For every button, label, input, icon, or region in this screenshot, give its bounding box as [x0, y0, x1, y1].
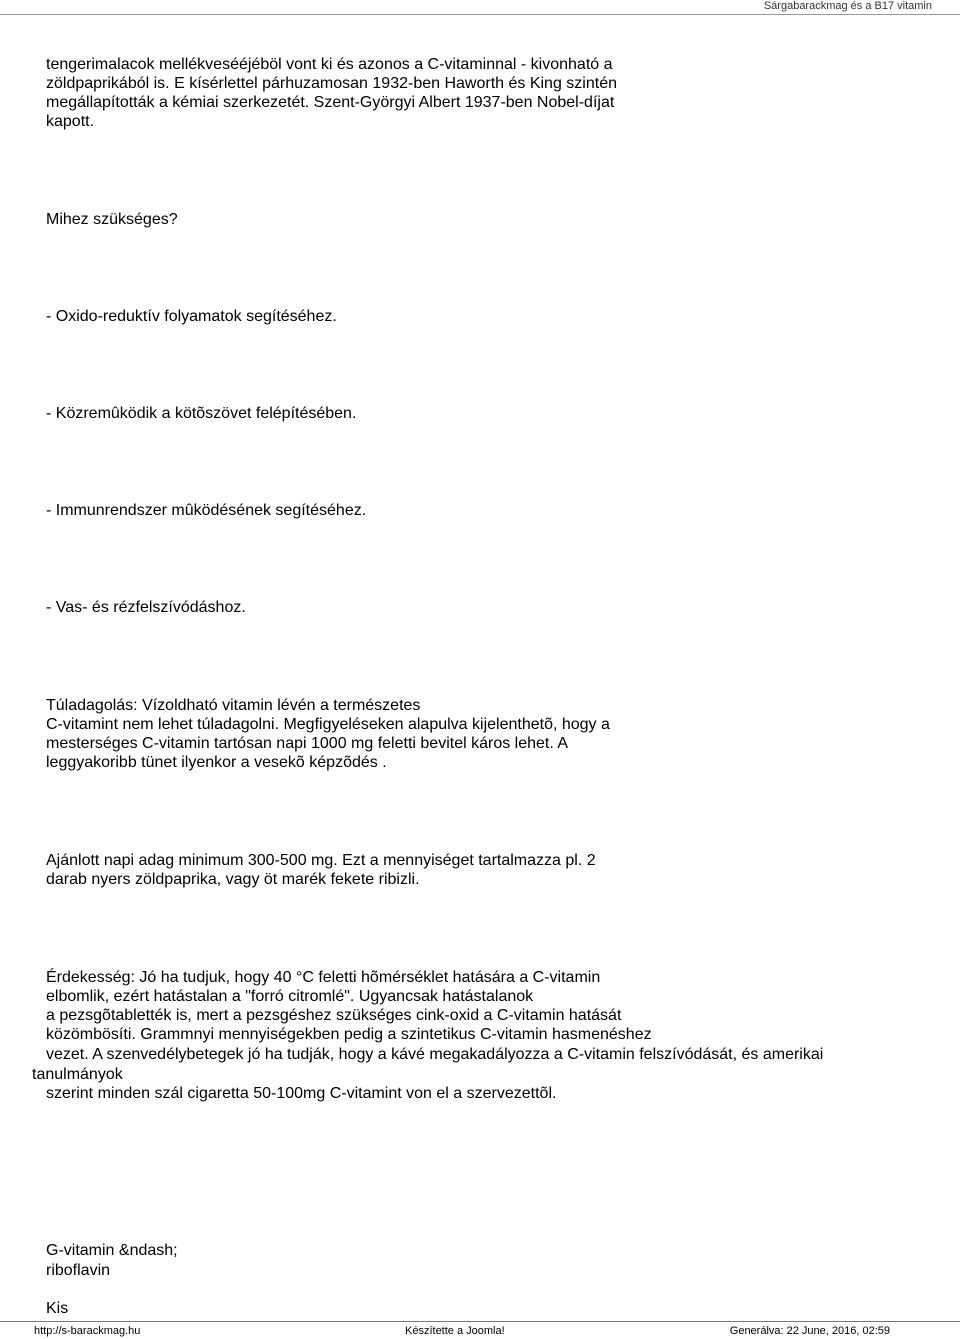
needs-item: - Közremûködik a kötõszövet felépítésében.: [46, 405, 357, 422]
gvitamin-line: riboflavin: [46, 1262, 111, 1279]
interest-line: szerint minden szál cigaretta 50-100mg C-vitamint von el a szervezettõl.: [46, 1085, 557, 1102]
overdose-line: Túladagolás: Vízoldható vitamin lévén a természetes: [46, 697, 421, 714]
interest-line: a pezsgõtablették is, mert a pezsgéshez szükséges cink-oxid a C-vitamin hatását: [46, 1007, 622, 1024]
interest-line: tanulmányok: [32, 1066, 123, 1083]
overdose-line: leggyakoribb tünet ilyenkor a vesekõ képzõdés .: [46, 754, 387, 771]
footer-generated: Generálva: 22 June, 2016, 02:59: [729, 1325, 890, 1337]
intro-line: zöldpaprikából is. E kísérlettel párhuzamosan 1932-ben Haworth és King szintén: [46, 75, 617, 92]
overdose-line: C-vitamint nem lehet túladagolni. Megfigyeléseken alapulva kijelenthetõ, hogy a: [46, 716, 610, 733]
dose-line: Ajánlott napi adag minimum 300-500 mg. Ezt a mennyiséget tartalmazza pl. 2: [46, 852, 596, 869]
gvitamin-line: G-vitamin &ndash;: [46, 1242, 178, 1259]
header-title: Sárgabarackmag és a B17 vitamin: [763, 0, 932, 12]
needs-item: - Immunrendszer mûködésének segítéséhez.: [46, 502, 367, 519]
interest-line: Érdekesség: Jó ha tudjuk, hogy 40 °C feletti hõmérséklet hatására a C-vitamin: [46, 969, 601, 986]
intro-line: tengerimalacok mellékvesééjéböl vont ki és azonos a C-vitaminnal - kivonható a: [46, 56, 613, 73]
interest-line: elbomlik, ezért hatástalan a "forró citromlé". Ugyancsak hatástalanok: [46, 988, 534, 1005]
overdose-line: mesterséges C-vitamin tartósan napi 1000 mg feletti bevitel káros lehet. A: [46, 735, 569, 752]
tail-text: Kis: [46, 1300, 69, 1317]
footer-url-link[interactable]: http://s-barackmag.hu: [34, 1325, 141, 1337]
dose-line: darab nyers zöldpaprika, vagy öt marék fekete ribizli.: [46, 871, 420, 888]
intro-line: kapott.: [46, 113, 95, 130]
needs-item: - Vas- és rézfelszívódáshoz.: [46, 599, 246, 616]
interest-line: közömbösíti. Grammnyi mennyiségekben pedig a szintetikus C-vitamin hasmenéshez: [46, 1026, 652, 1043]
interest-line: vezet. A szenvedélybetegek jó ha tudják, hogy a kávé megakadályozza a C-vitamin felszívódását, és amerikai: [46, 1046, 824, 1063]
intro-line: megállapították a kémiai szerkezetét. Szent-Györgyi Albert 1937-ben Nobel-díjat: [46, 94, 615, 111]
needs-heading: Mihez szükséges?: [46, 211, 178, 228]
page-footer: [0, 1321, 960, 1339]
page-header: [0, 0, 960, 15]
needs-item: - Oxido-reduktív folyamatok segítéséhez.: [46, 308, 337, 325]
footer-made-by: Készítette a Joomla!: [405, 1325, 505, 1337]
